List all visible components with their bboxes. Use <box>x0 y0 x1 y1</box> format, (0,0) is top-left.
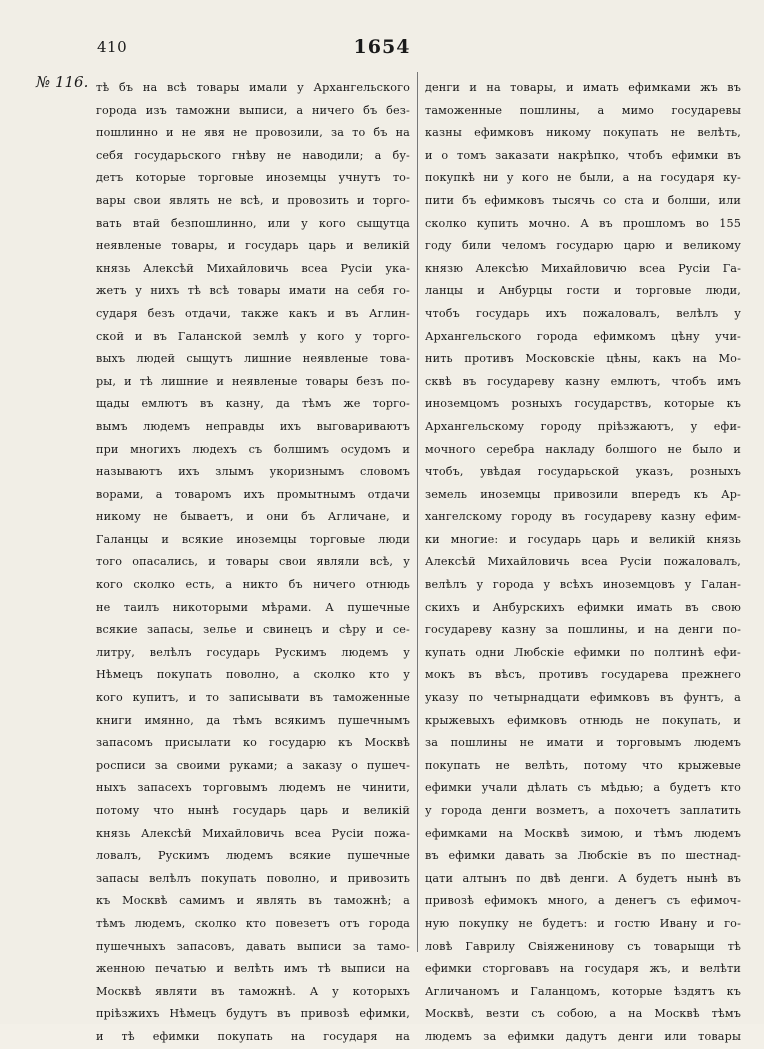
text-line: въ ефимки давать за Любскіе въ по шестнад- <box>425 849 741 863</box>
text-line: у города денги возметъ, а похочетъ заплатить <box>425 804 741 817</box>
text-line: литру, велѣлъ государь Рускимъ людемъ у <box>96 645 410 659</box>
text-line: неявленые товары, и государь царь и великій <box>96 239 410 253</box>
text-line: города изъ таможни выписи, а ничего бъ без- <box>96 103 410 117</box>
text-line: мочного серебра накладу болшого не было и <box>425 442 741 456</box>
text-line: Архангельского города ефимкомъ цѣну учи- <box>425 329 741 343</box>
text-line: пушечныхъ запасовъ, давать выписи за тамо- <box>96 939 410 953</box>
text-line: не таилъ никоторыми мѣрами. А пушечные <box>96 600 410 614</box>
text-line: покупкѣ ни у кого не были, а на государя ку- <box>425 171 741 185</box>
text-line: ную покупку не будетъ: и гостю Ивану и го- <box>425 916 741 930</box>
text-line: выхъ людей сыщутъ лишние неявленые това- <box>96 352 410 366</box>
text-line: Агличаномъ и Галанцомъ, которые ѣздятъ къ <box>425 984 741 998</box>
text-line: вары свои являть не всѣ, и провозить и торго- <box>96 193 410 207</box>
text-line: книги имянно, да тѣмъ всякимъ пушечнымъ <box>96 713 410 727</box>
text-line: кого сколко есть, а никто бъ ничего отнюдь <box>96 578 410 592</box>
text-line: привозѣ ефимокъ много, а денегъ съ ефимоч- <box>425 894 741 908</box>
text-line: никому не бываетъ, и они бъ Агличане, и <box>96 510 410 524</box>
text-line: ефимки учали дѣлать съ мѣдью; а будетъ кто <box>425 781 741 795</box>
text-line: таможенные пошлины, а мимо государевы <box>425 103 741 117</box>
text-line: Нѣмецъ покупать поволно, а сколко кто у <box>96 668 410 682</box>
text-line: пошлинно и не явя не провозили, за то бъ на <box>96 126 410 140</box>
text-line: казны ефимковъ никому покупать не велѣть, <box>425 126 741 140</box>
text-line: сколко купить мочно. А въ прошломъ во 155 <box>425 216 741 230</box>
text-line: женною печатью и велѣть имъ тѣ выписи на <box>96 962 410 976</box>
text-line: денги и на товары, и имать ефимками жъ въ <box>425 81 741 94</box>
text-line: ки многие: и государь царь и великій князь <box>425 532 741 546</box>
text-line: пріѣзжихъ Нѣмецъ будутъ въ привозѣ ефимки, <box>96 1007 410 1021</box>
text-line: цати алтынъ по двѣ денги. А будетъ нынѣ въ <box>425 871 741 885</box>
text-line: потому что нынѣ государь царь и великій <box>96 804 410 817</box>
document-number: № 116. <box>36 73 89 91</box>
text-line: называютъ ихъ злымъ укоризнымъ словомъ <box>96 465 410 479</box>
text-line: Архангельскому городу пріѣзжаютъ, у ефи- <box>425 419 741 433</box>
text-line: Галанцы и всякие иноземцы торговые люди <box>96 532 410 546</box>
text-line: государеву казну за пошлины, и на денги по- <box>425 623 741 637</box>
text-line: ныхъ запасехъ торговымъ людемъ не чинити, <box>96 781 410 795</box>
text-line: запасомъ присылати ко государю къ Москвѣ <box>96 736 410 750</box>
text-line: Москвѣ являти въ таможнѣ. А у которыхъ <box>96 984 410 998</box>
text-line: росписи за своими руками; а заказу о пушеч- <box>96 758 410 772</box>
text-line: ворами, а товаромъ ихъ промытнымъ отдачи <box>96 487 410 501</box>
text-line: и о томъ заказати накрѣпко, чтобъ ефимки въ <box>425 148 741 162</box>
text-line: сквѣ въ государеву казну емлютъ, чтобъ имъ <box>425 374 741 388</box>
text-line: пити бъ ефимковъ тысячь со ста и болши, или <box>425 193 741 207</box>
text-line: тѣ бъ на всѣ товары имали у Архангельского <box>96 81 410 94</box>
page-year-heading: 1654 <box>353 36 411 58</box>
text-line: ловѣ Гаврилу Свіяженинову съ товарыщи тѣ <box>425 939 741 953</box>
page-number: 410 <box>97 38 128 56</box>
text-line: кого купитъ, и то записывати въ таможенные <box>96 691 410 705</box>
text-line: ры, и тѣ лишние и неявленые товары безъ по- <box>96 374 410 388</box>
left-text-column <box>96 77 410 1049</box>
text-line: князю Алексѣю Михайловичю всеа Русіи Га- <box>425 261 741 275</box>
text-line: вымъ людемъ неправды ихъ выговариваютъ <box>96 419 410 433</box>
text-line: ловалъ, Рускимъ людемъ всякие пушечные <box>96 849 410 863</box>
text-line: людемъ за ефимки дадутъ денги или товары <box>425 1029 741 1043</box>
text-line: году били челомъ государю царю и великому <box>425 239 741 253</box>
text-line: ефимками на Москвѣ зимою, и тѣмъ людемъ <box>425 826 741 840</box>
column-divider <box>417 72 418 952</box>
text-line: детъ которые торговые иноземцы учнутъ то- <box>96 171 410 185</box>
text-line: иноземцомъ розныхъ государствъ, которые къ <box>425 397 741 411</box>
text-line: того опасались, и товары свои являли всѣ, у <box>96 555 410 569</box>
text-line: скихъ и Анбурскихъ ефимки имать въ свою <box>425 600 741 614</box>
text-line: ефимки сторговавъ на государя жъ, и велѣти <box>425 962 741 976</box>
text-line: велѣлъ у города у всѣхъ иноземцовъ у Галан- <box>425 578 741 592</box>
text-line: къ Москвѣ самимъ и являть въ таможнѣ; а <box>96 894 410 908</box>
text-line: крыжевыхъ ефимковъ отнюдь не покупать, и <box>425 713 741 727</box>
text-line: покупать не велѣть, потому что крыжевые <box>425 758 741 772</box>
text-line: мокъ въ вѣсъ, противъ государева прежнего <box>425 668 741 682</box>
text-line: запасы велѣлъ покупать поволно, и привозить <box>96 871 410 885</box>
text-line: за пошлины не имати и торговымъ людемъ <box>425 736 741 750</box>
text-line: указу по четырнадцати ефимковъ въ фунтъ, а <box>425 691 741 705</box>
text-line: при многихъ людехъ съ болшимъ осудомъ и <box>96 442 410 456</box>
text-line: жетъ у нихъ тѣ всѣ товары имати на себя го- <box>96 284 410 298</box>
text-line: всякие запасы, зелье и свинецъ и сѣру и се- <box>96 623 410 637</box>
text-line: сударя безъ отдачи, также какъ и въ Аглин- <box>96 306 410 320</box>
text-line: нить противъ Московскіе цѣны, какъ на Мо- <box>425 352 741 366</box>
text-line: и тѣ ефимки покупать на государя на <box>96 1029 410 1043</box>
text-line: чтобъ государь ихъ пожаловалъ, велѣлъ у <box>425 306 741 320</box>
text-line: Алексѣй Михайловичь всеа Русіи пожаловалъ, <box>425 555 741 569</box>
text-line: щады емлютъ въ казну, да тѣмъ же торго- <box>96 397 410 411</box>
right-text-column <box>425 77 741 1049</box>
text-line: земель иноземцы привозили впередъ къ Ар- <box>425 487 741 501</box>
text-line: купать одни Любскіе ефимки по полтинѣ ефи- <box>425 645 741 659</box>
text-line: князь Алексѣй Михайловичь всеа Русіи пожа- <box>96 826 410 840</box>
text-line: ской и въ Галанской землѣ у кого у торго- <box>96 329 410 343</box>
text-line: Москвѣ, везти съ собою, а на Москвѣ тѣмъ <box>425 1007 741 1021</box>
text-line: тѣмъ людемъ, сколко кто повезетъ отъ города <box>96 916 410 930</box>
text-line: себя государьского гнѣву не наводили; а бу- <box>96 148 410 162</box>
text-line: хангелскому городу въ государеву казну ефим- <box>425 510 741 524</box>
text-line: ланцы и Анбурцы гости и торговые люди, <box>425 284 741 298</box>
text-line: князь Алексѣй Михайловичь всеа Русіи ука- <box>96 261 410 275</box>
text-line: чтобъ, увѣдая государьской указъ, розныхъ <box>425 465 741 479</box>
text-line: вать втай безпошлинно, или у кого сыщутца <box>96 216 410 230</box>
